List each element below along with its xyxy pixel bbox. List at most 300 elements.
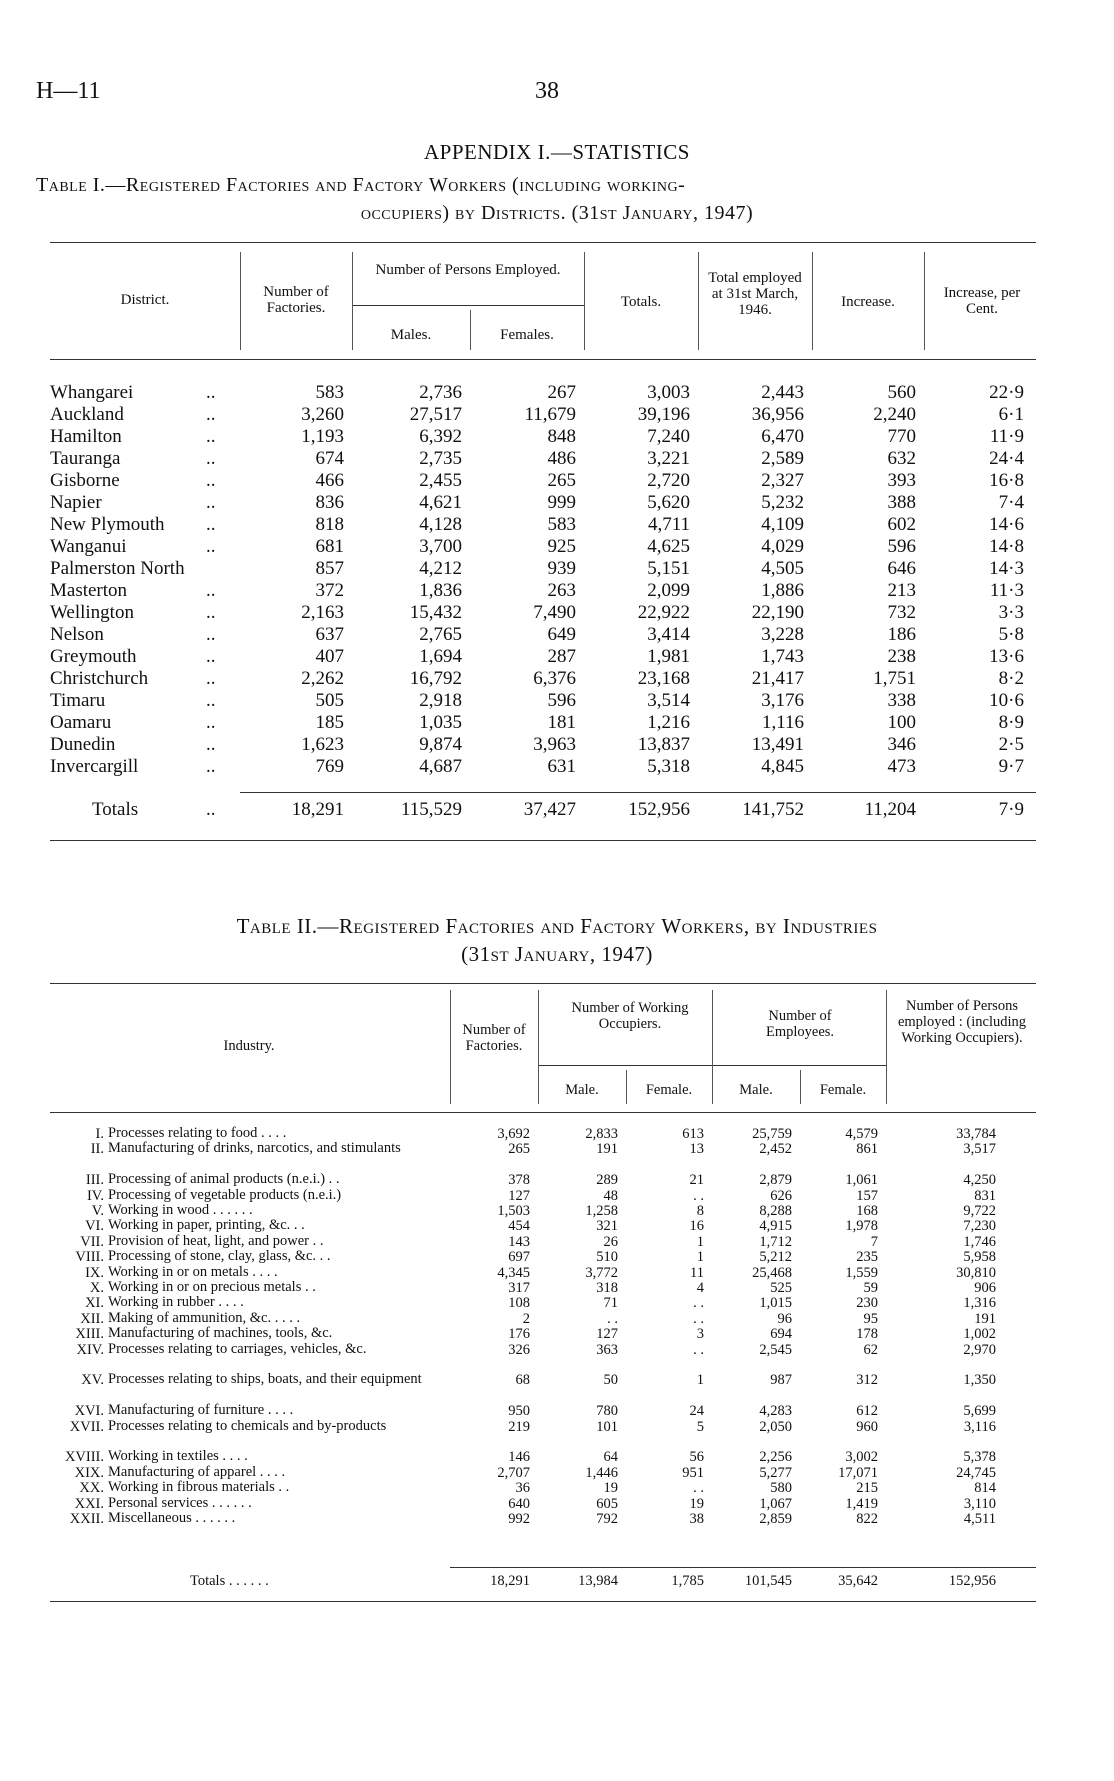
t2-industry-number: I. [95,1126,104,1142]
t2-industry-number: XXI. [74,1495,104,1512]
t2-cell-occ-m: 792 [596,1511,618,1527]
t1-totals-males: 115,529 [400,799,462,820]
t1-cell-pct: 11·9 [989,426,1024,447]
t2-industry-number: IV. [86,1187,104,1204]
t1-cell-increase: 770 [887,426,916,447]
t2-industry-name: Processes relating to ships, boats, and their equipment [108,1371,422,1388]
t2-cell-emp-m: 2,256 [759,1449,792,1466]
t2-cell-emp-m: 694 [770,1326,792,1343]
t1-cell-totals: 4,711 [647,514,690,535]
t1-cell-pct: 13·6 [989,646,1024,667]
t2-cell-emp-f: 1,559 [845,1264,878,1281]
t2-cell-persons: 3,110 [963,1495,996,1512]
t2-cell-factories: 68 [515,1372,530,1389]
t2-cell-emp-m: 580 [770,1480,792,1497]
t2-cell-occ-m: 50 [603,1372,618,1389]
t1-leader-dots: .. [206,382,216,403]
t1-cell-males: 4,128 [419,514,462,535]
t1-cell-pct: 16·8 [989,470,1024,491]
t2-industry-name: Working in fibrous materials . . [108,1479,290,1496]
t2-industry-number: XVI. [74,1403,104,1420]
t1-cell-increase: 186 [887,624,916,645]
t1-cell-pct: 14·6 [989,514,1024,535]
t1-cell-totals: 3,003 [647,382,690,403]
t2-industry-name: Manufacturing of machines, tools, &c. [108,1325,333,1342]
t2-cell-persons: 9,722 [963,1203,996,1219]
t2-cell-occ-f: 13 [689,1141,704,1158]
t2-cell-occ-m: 19 [603,1480,618,1497]
t2-cell-emp-f: 178 [856,1326,878,1343]
t2-cell-persons: 5,958 [963,1249,996,1266]
t2-cell-occ-m: 48 [603,1187,618,1204]
t2-cell-persons: 1,350 [963,1372,996,1389]
t1-cell-females: 925 [547,536,576,557]
t2-industry-number: II. [90,1141,104,1158]
t1-cell-increase: 238 [887,646,916,667]
t1-district: Greymouth [50,646,137,667]
t1-cell-total-1946: 1,886 [761,580,804,601]
t1-leader-dots: .. [206,712,216,733]
table2-title-line2: (31st January, 1947) [461,942,653,966]
t2-cell-persons: 1,002 [963,1326,996,1343]
t1-cell-pct: 8·9 [998,712,1024,733]
t2-industry-number: XXII. [69,1511,104,1527]
t2-cell-emp-f: 822 [856,1511,878,1527]
t2-cell-occ-m: 363 [596,1341,618,1358]
t2-cell-occ-m: 2,833 [585,1126,618,1142]
t2-industry-name: Manufacturing of apparel . . . . [108,1463,286,1480]
t2-cell-persons: 814 [974,1480,996,1497]
t1-cell-males: 2,765 [419,624,462,645]
t1-cell-males: 4,212 [419,558,462,579]
t2-industry-number: XX. [79,1480,104,1497]
t2-cell-persons: 5,699 [963,1403,996,1420]
t1-cell-females: 3,963 [533,734,576,755]
t1-cell-increase: 338 [887,690,916,711]
t1-cell-total-1946: 4,029 [761,536,804,557]
t1-totals-1946: 141,752 [742,799,804,820]
t1-header-totals: Totals. [620,294,662,310]
t2-cell-occ-f: . . [693,1310,704,1327]
t2-header-occ-male: Male. [565,1082,599,1098]
t1-district: Christchurch [50,668,149,689]
t1-cell-females: 631 [547,756,576,777]
t1-totals-factories: 18,291 [291,799,344,820]
t1-cell-pct: 6·1 [998,404,1024,425]
t2-cell-emp-m: 525 [770,1280,792,1296]
t1-cell-factories: 466 [315,470,344,491]
t1-cell-pct: 24·4 [989,448,1024,469]
t2-cell-occ-f: 24 [689,1403,704,1420]
t1-cell-total-1946: 5,232 [761,492,804,513]
t2-cell-factories: 2 [522,1310,530,1327]
page-reference: H—11 [36,78,101,104]
t2-industry-name: Working in paper, printing, &c. . . [108,1217,305,1234]
t1-cell-females: 7,490 [533,602,576,623]
t2-industry-name: Provision of heat, light, and power . . [108,1232,324,1249]
t2-cell-occ-m: 64 [603,1449,618,1466]
t1-leader-dots: .. [206,536,216,557]
t1-district: Invercargill [50,756,139,777]
t2-cell-factories: 219 [508,1418,530,1435]
t1-district: Palmerston North [50,558,185,579]
t2-header-factories: Number of Factories. [462,1022,526,1054]
t2-totals-occ-m: 13,984 [578,1573,618,1589]
t2-totals-label: Totals . . . . . . [190,1573,269,1589]
t2-industry-name: Miscellaneous . . . . . . [108,1510,236,1526]
t2-cell-emp-f: 168 [856,1203,878,1219]
t2-cell-occ-f: 21 [689,1172,704,1189]
t2-cell-factories: 146 [508,1449,530,1466]
t1-cell-pct: 2·5 [998,734,1024,755]
t2-cell-persons: 33,784 [956,1126,996,1142]
t2-cell-emp-m: 1,015 [759,1295,792,1312]
t1-cell-males: 9,874 [419,734,462,755]
t2-cell-factories: 326 [508,1341,530,1358]
t1-cell-females: 11,679 [524,404,576,425]
t2-industry-number: V. [91,1203,104,1219]
t1-district: Whangarei [50,382,134,403]
t1-cell-increase: 1,751 [873,668,916,689]
t2-cell-persons: 2,970 [963,1341,996,1358]
t1-cell-pct: 11·3 [989,580,1024,601]
t2-cell-emp-m: 8,288 [759,1203,792,1219]
t2-cell-persons: 5,378 [963,1449,996,1466]
t1-cell-increase: 100 [887,712,916,733]
t1-cell-factories: 583 [315,382,344,403]
t2-cell-occ-m: 3,772 [585,1264,618,1281]
t1-cell-factories: 2,163 [301,602,344,623]
t1-cell-totals: 5,620 [647,492,690,513]
t2-cell-factories: 36 [515,1480,530,1497]
t1-totals-label: Totals [92,799,139,820]
t2-header-industry: Industry. [223,1038,275,1054]
t1-cell-factories: 1,193 [301,426,344,447]
t2-industry-number: XII. [80,1310,104,1327]
t2-industry-name: Processing of animal products (n.e.i.) . . [108,1171,340,1188]
t2-cell-occ-m: 101 [596,1418,618,1435]
t1-header-increase-pct: Increase, per Cent. [943,285,1021,317]
t2-cell-occ-f: . . [693,1341,704,1358]
t2-cell-emp-f: 17,071 [838,1464,878,1481]
t1-cell-pct: 7·4 [998,492,1024,513]
t1-cell-pct: 14·3 [989,558,1024,579]
t2-cell-emp-m: 1,067 [759,1495,792,1512]
t1-district: Wanganui [50,536,127,557]
t2-cell-occ-m: 71 [603,1295,618,1312]
t2-industry-name: Processing of stone, clay, glass, &c. . . [108,1248,331,1265]
t2-cell-factories: 127 [508,1187,530,1204]
t1-cell-increase: 596 [887,536,916,557]
t2-industry-name: Working in or on precious metals . . [108,1279,316,1295]
t2-cell-factories: 640 [508,1495,530,1512]
t2-industry-number: III. [85,1172,104,1189]
t1-cell-factories: 818 [315,514,344,535]
t1-cell-factories: 372 [315,580,344,601]
t1-cell-females: 6,376 [533,668,576,689]
t1-cell-total-1946: 3,228 [761,624,804,645]
t1-cell-total-1946: 1,743 [761,646,804,667]
t2-cell-emp-f: 1,061 [845,1172,878,1189]
t1-district: Wellington [50,602,134,623]
t1-district: Tauranga [50,448,121,469]
t2-industry-number: XVII. [69,1418,104,1435]
t1-cell-total-1946: 4,109 [761,514,804,535]
t1-cell-totals: 1,216 [647,712,690,733]
t1-cell-factories: 505 [315,690,344,711]
t2-totals-factories: 18,291 [490,1573,530,1589]
t2-totals-persons: 152,956 [948,1573,996,1589]
t1-cell-increase: 632 [887,448,916,469]
t2-cell-factories: 2,707 [497,1464,530,1481]
t1-cell-factories: 674 [315,448,344,469]
t2-industry-number: XI. [85,1295,104,1312]
t2-cell-emp-m: 1,712 [759,1233,792,1250]
t2-cell-occ-m: 1,446 [585,1464,618,1481]
t1-cell-males: 2,735 [419,448,462,469]
t1-district: Dunedin [50,734,116,755]
t1-leader-dots: .. [206,492,216,513]
t2-cell-emp-f: 235 [856,1249,878,1266]
t1-cell-totals: 5,318 [647,756,690,777]
t1-cell-totals: 22,922 [637,602,690,623]
t2-industry-number: X. [89,1280,104,1296]
t2-industry-number: IX. [85,1264,104,1281]
t2-cell-occ-f: 5 [696,1418,704,1435]
t2-cell-occ-f: . . [693,1480,704,1497]
t2-cell-factories: 454 [508,1218,530,1235]
t2-industry-name: Working in textiles . . . . [108,1448,248,1465]
t1-cell-females: 181 [547,712,576,733]
t2-cell-emp-m: 2,879 [759,1172,792,1189]
t2-cell-emp-f: 3,002 [845,1449,878,1466]
t2-industry-name: Processing of vegetable products (n.e.i.) [108,1186,342,1203]
t1-totals-dots: .. [206,799,216,820]
t1-cell-increase: 388 [887,492,916,513]
t2-cell-persons: 4,511 [963,1511,996,1527]
t2-cell-occ-m: 510 [596,1249,618,1266]
t2-cell-occ-m: 127 [596,1326,618,1343]
t2-cell-occ-f: 4 [696,1280,704,1296]
t2-industry-name: Processes relating to chemicals and by-products [108,1417,387,1434]
t2-totals-emp-f: 35,642 [838,1573,878,1589]
t2-cell-emp-m: 2,545 [759,1341,792,1358]
t2-cell-emp-m: 25,468 [752,1264,792,1281]
t1-cell-total-1946: 1,116 [761,712,804,733]
t2-industry-number: VI. [85,1218,104,1235]
t1-cell-totals: 5,151 [647,558,690,579]
t1-cell-factories: 681 [315,536,344,557]
t2-cell-factories: 378 [508,1172,530,1189]
t2-cell-occ-m: 26 [603,1233,618,1250]
t2-header-emp-female: Female. [819,1082,867,1098]
t1-cell-factories: 1,623 [301,734,344,755]
t2-cell-occ-f: 16 [689,1218,704,1235]
t1-totals-increase: 11,204 [864,799,916,820]
t1-cell-increase: 473 [887,756,916,777]
t1-cell-totals: 3,221 [647,448,690,469]
t2-cell-emp-m: 5,212 [759,1249,792,1266]
t1-cell-increase: 602 [887,514,916,535]
t2-totals-emp-m: 101,545 [744,1573,792,1589]
t1-cell-totals: 7,240 [647,426,690,447]
t2-cell-persons: 831 [974,1187,996,1204]
t2-cell-occ-f: 951 [682,1464,704,1481]
t1-cell-increase: 560 [887,382,916,403]
t2-cell-factories: 317 [508,1280,530,1296]
t2-header-employees: Number of Employees. [765,1008,835,1040]
t1-cell-males: 6,392 [419,426,462,447]
t2-cell-factories: 950 [508,1403,530,1420]
t2-cell-emp-m: 96 [777,1310,792,1327]
t2-cell-persons: 4,250 [963,1172,996,1189]
t2-totals-occ-f: 1,785 [671,1573,704,1589]
t2-cell-emp-f: 62 [863,1341,878,1358]
t2-industry-name: Processes relating to carriages, vehicles, &c. [108,1340,367,1357]
t1-totals-pct: 7·9 [998,799,1024,820]
t1-leader-dots: .. [206,580,216,601]
t1-cell-factories: 3,260 [301,404,344,425]
t1-cell-pct: 5·8 [998,624,1024,645]
t2-cell-occ-m: . . [607,1310,618,1327]
t2-cell-occ-m: 321 [596,1218,618,1235]
t2-cell-persons: 1,746 [963,1233,996,1250]
t2-cell-emp-f: 312 [856,1372,878,1389]
t2-cell-occ-f: 8 [696,1203,704,1219]
t2-cell-occ-m: 605 [596,1495,618,1512]
t2-cell-occ-f: 56 [689,1449,704,1466]
t2-cell-emp-m: 987 [770,1372,792,1389]
t1-cell-males: 1,836 [419,580,462,601]
t2-cell-emp-m: 5,277 [759,1464,792,1481]
t2-cell-emp-f: 861 [856,1141,878,1158]
t1-district: Masterton [50,580,128,601]
t2-cell-emp-f: 157 [856,1187,878,1204]
t2-cell-occ-f: 1 [696,1372,704,1389]
t2-cell-factories: 992 [508,1511,530,1527]
t1-cell-females: 265 [547,470,576,491]
t1-cell-females: 848 [547,426,576,447]
t2-cell-emp-f: 7 [870,1233,878,1250]
t1-leader-dots: .. [206,690,216,711]
t2-cell-persons: 191 [974,1310,996,1327]
t2-cell-emp-m: 2,452 [759,1141,792,1158]
t2-header-occ-female: Female. [645,1082,693,1098]
t2-cell-persons: 7,230 [963,1218,996,1235]
table1-title-line2: occupiers) by Districts. (31st January, 1947) [360,202,754,224]
t1-cell-increase: 346 [887,734,916,755]
t2-cell-emp-m: 2,050 [759,1418,792,1435]
t1-leader-dots: .. [206,404,216,425]
t1-district: Hamilton [50,426,122,447]
t1-cell-total-1946: 6,470 [761,426,804,447]
t1-cell-males: 2,455 [419,470,462,491]
table2-title-line1: Table II.—Registered Factories and Factory Workers, by Industries [236,914,878,938]
t1-cell-total-1946: 2,443 [761,382,804,403]
t1-cell-pct: 14·8 [989,536,1024,557]
t2-cell-factories: 176 [508,1326,530,1343]
t1-cell-factories: 637 [315,624,344,645]
t1-cell-total-1946: 2,327 [761,470,804,491]
t1-cell-total-1946: 4,845 [761,756,804,777]
t1-district: Oamaru [50,712,112,733]
t1-cell-pct: 22·9 [989,382,1024,403]
t1-cell-males: 1,035 [419,712,462,733]
t2-cell-emp-f: 230 [856,1295,878,1312]
t1-header-factories: Number of Factories. [263,284,329,316]
t1-cell-total-1946: 36,956 [751,404,804,425]
t1-cell-totals: 23,168 [637,668,690,689]
t2-cell-persons: 3,517 [963,1141,996,1158]
t1-totals-females: 37,427 [523,799,576,820]
t2-cell-emp-f: 960 [856,1418,878,1435]
t2-cell-occ-f: 11 [690,1264,704,1281]
t1-cell-factories: 2,262 [301,668,344,689]
t1-cell-males: 2,736 [419,382,462,403]
t1-leader-dots: .. [206,756,216,777]
t1-cell-females: 939 [547,558,576,579]
t1-cell-males: 16,792 [409,668,462,689]
t2-industry-name: Manufacturing of furniture . . . . [108,1402,294,1419]
t1-leader-dots: .. [206,646,216,667]
t2-cell-emp-f: 1,419 [845,1495,878,1512]
t2-industry-number: XIV. [76,1341,104,1358]
t2-industry-number: XVIII. [64,1449,104,1466]
t1-leader-dots: .. [206,602,216,623]
t2-cell-occ-f: 19 [689,1495,704,1512]
t2-cell-occ-f: 1 [696,1249,704,1266]
t1-cell-factories: 836 [315,492,344,513]
t1-cell-females: 596 [547,690,576,711]
t2-cell-persons: 30,810 [956,1264,996,1281]
t1-cell-total-1946: 13,491 [751,734,804,755]
t1-cell-totals: 2,720 [647,470,690,491]
t1-cell-females: 263 [547,580,576,601]
t2-cell-emp-f: 4,579 [845,1126,878,1142]
t1-cell-factories: 407 [315,646,344,667]
t2-header-occupiers: Number of Working Occupiers. [571,1000,689,1032]
appendix-title: APPENDIX I.—STATISTICS [423,140,690,164]
t1-cell-totals: 3,514 [647,690,690,711]
t2-cell-factories: 143 [508,1233,530,1250]
t2-industry-name: Processes relating to food . . . . [108,1125,287,1141]
t1-district: Timaru [50,690,106,711]
t2-cell-occ-f: 613 [682,1126,704,1142]
t1-cell-pct: 9·7 [998,756,1024,777]
t1-leader-dots: .. [206,448,216,469]
t2-cell-persons: 3,116 [963,1418,996,1435]
t2-header-persons: Number of Persons employed : (including Working Occupiers). [897,998,1027,1046]
t1-cell-males: 1,694 [419,646,462,667]
t2-industry-name: Working in wood . . . . . . [108,1202,253,1218]
t2-cell-factories: 4,345 [497,1264,530,1281]
t2-industry-name: Working in rubber . . . . [108,1294,244,1311]
t2-cell-factories: 3,692 [497,1126,530,1142]
t1-cell-females: 287 [547,646,576,667]
page-number: 38 [535,78,559,104]
t2-cell-factories: 265 [508,1141,530,1158]
t2-cell-occ-m: 289 [596,1172,618,1189]
t1-header-males: Males. [390,327,432,343]
t1-cell-males: 3,700 [419,536,462,557]
table1-title-line1: Table I.—Registered Factories and Factory Workers (including working- [36,174,686,196]
t2-cell-occ-m: 780 [596,1403,618,1420]
t1-leader-dots: .. [206,514,216,535]
t1-cell-total-1946: 4,505 [761,558,804,579]
t1-cell-females: 486 [547,448,576,469]
t1-leader-dots: .. [206,734,216,755]
t1-cell-totals: 39,196 [637,404,690,425]
